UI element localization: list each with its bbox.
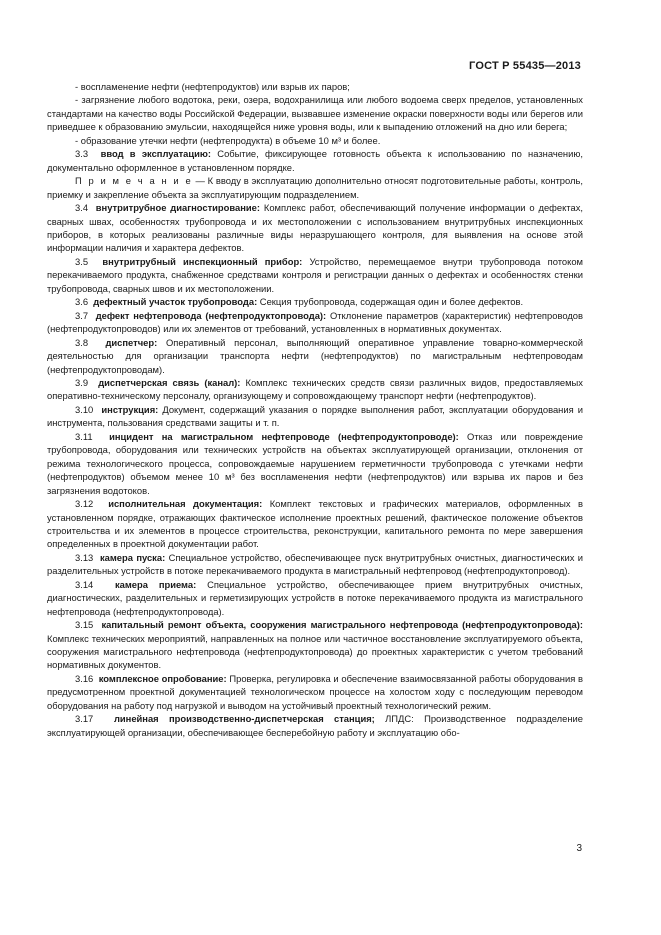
clause-number: 3.13 xyxy=(75,551,94,563)
paragraph xyxy=(47,201,583,255)
paragraph-text: - загрязнение любого водотока, реки, озера, водохранилища или любого водоема сверх пределов, установленных стандартами на качество воды Российской Федерации, вызвавшее изменение окраски поверхности воды или берегов или приведшее к образованию эмульсии, находящейся ниже уровня воды, или к выпадению отложений на дно или берега; xyxy=(47,94,583,133)
clause-number: 3.15 xyxy=(75,619,94,631)
term: внутритрубный инспекционный прибор: xyxy=(102,255,303,267)
paragraph-text: Специальное устройство, обеспечивающее пуск внутритрубных очистных, диагностических и разделительных устройств в потоке перекачиваемого продукта в магистральный нефтепровод (нефтепродуктопровод). xyxy=(47,551,583,577)
clause-number: 3.8 xyxy=(75,336,89,348)
document-header: ГОСТ Р 55435—2013 xyxy=(469,60,581,72)
paragraph xyxy=(47,255,583,295)
paragraph xyxy=(47,309,583,336)
paragraph xyxy=(47,147,583,174)
paragraph-text: Оперативный персонал, выполняющий оперативное управление товарно-коммерческой деятельностью для организации транспорта нефти (нефтепродуктов) по магистральным нефтепроводам (нефтепродуктопроводам). xyxy=(47,336,583,375)
paragraph xyxy=(47,578,583,618)
paragraph-text: Комплект текстовых и графических материалов, оформленных в установленном порядке, отражающих фактическое исполнение проектных решений, фактическое положение объектов строительства и их элементов в процессе строительства, реконструкции, капитального ремонта по мере завершения определенных в проектной документации работ. xyxy=(47,498,583,550)
paragraph-text: Комплекс технических средств связи различных видов, предоставляемых оперативно-техническому персоналу, организующему и сопровождающему транспорт нефти (нефтепродуктов). xyxy=(47,376,583,402)
term: внутритрубное диагностирование: xyxy=(95,202,260,214)
clause-number: 3.6 xyxy=(75,296,89,308)
paragraph xyxy=(47,295,583,308)
term: ввод в эксплуатацию: xyxy=(100,148,212,160)
term: дефектный участок трубопровода: xyxy=(93,296,258,308)
paragraph xyxy=(47,93,583,133)
paragraph xyxy=(47,672,583,712)
term: камера приема: xyxy=(114,578,197,590)
paragraph-text: Специальное устройство, обеспечивающее прием внутритрубных очистных, диагностических, разделительных и герметизирующих устройств в потоке перекачиваемого продукта из магистрального нефтепровода (нефтепродуктопровода). xyxy=(47,578,583,617)
paragraph xyxy=(47,712,583,739)
paragraph xyxy=(47,551,583,578)
term: капитальный ремонт объекта, сооружения магистрального нефтепровода (нефтепродуктопровода): xyxy=(101,619,583,631)
clause-number: 3.11 xyxy=(75,430,93,442)
clause-number: 3.7 xyxy=(75,309,89,321)
clause-number: 3.16 xyxy=(75,672,94,684)
term: комплексное опробование: xyxy=(98,672,227,684)
paragraph-text: - образование утечки нефти (нефтепродукта) в объеме 10 м³ и более. xyxy=(75,134,381,146)
paragraph xyxy=(47,376,583,403)
paragraph-text: ЛПДС: Производственное подразделение эксплуатирующей организации, обеспечивающее бесперебойную работу и эксплуатацию обо- xyxy=(47,713,583,738)
paragraph-text: — К вводу в эксплуатацию дополнительно относят подготовительные работы, контроль, приемку и закрепление объекта за эксплуатирующим подразделением. xyxy=(47,175,583,200)
paragraph-text: Секция трубопровода, содержащая один и более дефектов. xyxy=(257,296,524,308)
term: диспетчер: xyxy=(105,336,158,348)
clause-number: 3.10 xyxy=(75,403,94,415)
page-number: 3 xyxy=(576,843,582,854)
clause-number: 3.3 xyxy=(75,148,89,160)
paragraph xyxy=(47,497,583,551)
term: инцидент на магистральном нефтепроводе (нефтепродуктопроводе): xyxy=(109,430,459,442)
clause-number: 3.5 xyxy=(75,255,89,267)
paragraph xyxy=(47,134,583,147)
paragraph-text: Устройство, перемещаемое внутри трубопровода потоком перекачиваемого продукта, снабженное средствами контроля и регистрации данных о дефектах и особенностях стенки трубопровода, сварных швов и их местоположении. xyxy=(47,255,583,294)
paragraph xyxy=(47,430,583,497)
paragraph xyxy=(47,174,583,201)
clause-number: 3.17 xyxy=(75,713,94,725)
paragraph-text: Отказ или повреждение трубопровода, оборудования или технических устройств на объектах эксплуатирующей организации, отклонения от режима технологического процесса, сопровождаемые нарушением герметичности трубопровода с утечками нефти (нефтепродуктов) объемом менее 10 м³ без воспламенения нефти (нефтепродуктов) или взрыва их паров и без загрязнения водотоков. xyxy=(47,430,583,496)
document-body xyxy=(47,80,583,739)
term: камера пуска: xyxy=(99,551,166,563)
clause-number: 3.4 xyxy=(75,202,89,214)
paragraph xyxy=(47,618,583,672)
paragraph-text: Комплекс технических мероприятий, направленных на полное или частичное восстановление эксплуатируемого объекта, сооружения магистрального нефтепровода (нефтепродуктопровода) до проектных характеристик с учетом требований нормативных документов. xyxy=(47,632,583,671)
term: исполнительная документация: xyxy=(108,498,263,510)
paragraph xyxy=(47,336,583,376)
paragraph-text: - воспламенение нефти (нефтепродуктов) или взрыв их паров; xyxy=(75,81,350,92)
paragraph-text: Проверка, регулировка и обеспечение взаимосвязанной работы оборудования в предусмотренном проектной документацией технологическом процессе на холостом ходу с последующим переводом оборудования на работу под нагрузкой и выводом на устойчивый проектный технологический режим. xyxy=(47,672,583,711)
clause-number: 3.14 xyxy=(75,578,94,590)
term: линейная производственно-диспетчерская станция; xyxy=(113,713,375,725)
note-label: П р и м е ч а н и е xyxy=(75,175,193,187)
term: диспетчерская связь (канал): xyxy=(98,376,241,388)
paragraph-text: Комплекс работ, обеспечивающий получение информации о дефектах, сварных швах, особенностях трубопровода и их местоположении с использованием внутритрубных инспекционных приборов, в которых реализованы различные виды неразрушающего контроля, для выявления на основе этой информации наличия и характера дефектов. xyxy=(47,202,583,254)
term: дефект нефтепровода (нефтепродуктопровода): xyxy=(95,309,327,321)
paragraph xyxy=(47,80,583,93)
clause-number: 3.12 xyxy=(75,498,94,510)
paragraph-text: Документ, содержащий указания о порядке выполнения работ, эксплуатации оборудования и инструмента, пользования средствами защиты и т. п. xyxy=(47,403,583,429)
paragraph-text: Событие, фиксирующее готовность объекта к использованию по назначению, документально оформленное в установленном порядке. xyxy=(47,148,583,173)
clause-number: 3.9 xyxy=(75,376,89,388)
paragraph-text: Отклонение параметров (характеристик) нефтепроводов (нефтепродуктопроводов) или их элементов от требований, установленных в нормативных документах. xyxy=(47,309,583,335)
term: инструкция: xyxy=(101,403,159,415)
paragraph xyxy=(47,403,583,430)
